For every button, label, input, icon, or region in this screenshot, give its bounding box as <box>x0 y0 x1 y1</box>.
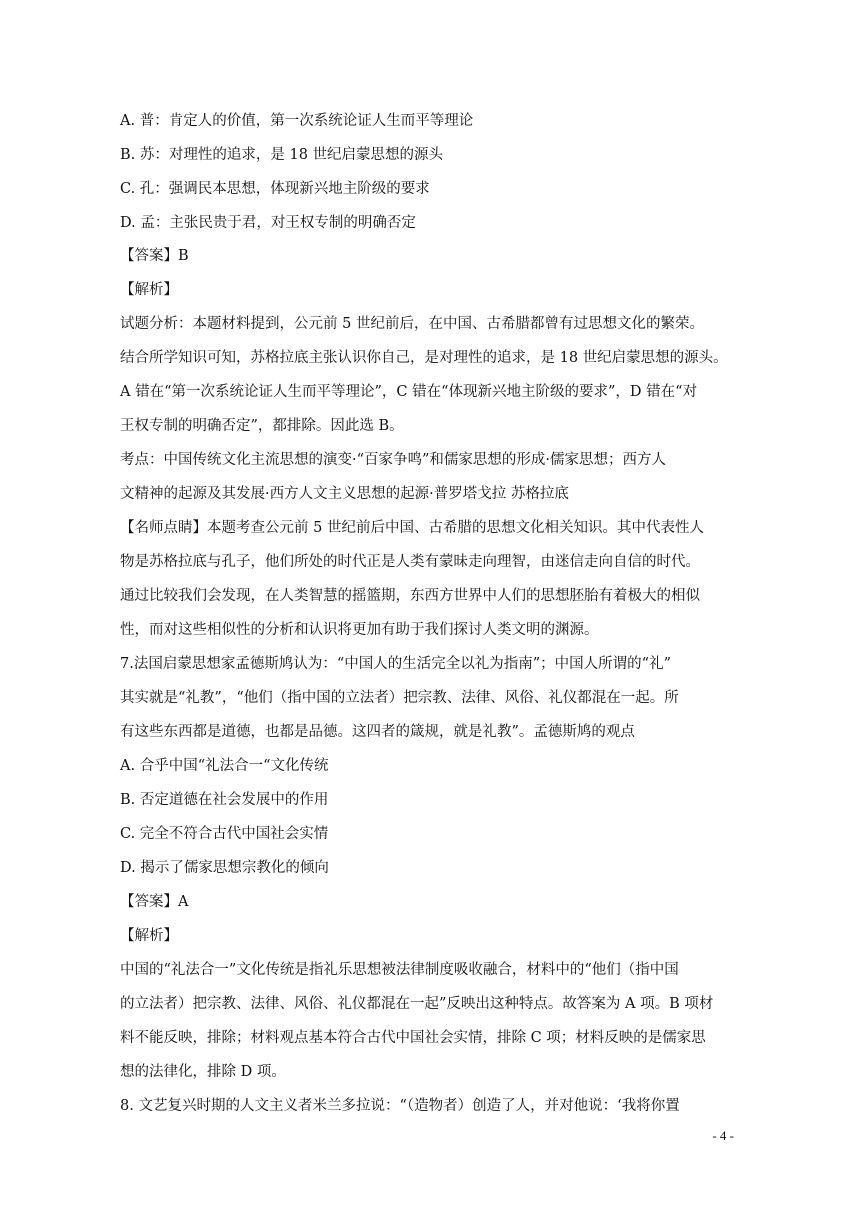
page-number: - 4 - <box>712 1128 734 1143</box>
q6-option-a: A. 普：肯定人的价值，第一次系统论证人生而平等理论 <box>120 113 474 129</box>
q6-analysis-line: 王权专制的明确否定”，都排除。因此选 B。 <box>120 418 404 434</box>
q7-answer: 【答案】A <box>120 894 189 910</box>
q6-analysis-line: 试题分析：本题材料提到，公元前 5 世纪前后，在中国、古希腊都曾有过思想文化的繁荣。 <box>120 316 704 332</box>
q7-analysis-heading: 【解析】 <box>120 928 178 944</box>
q6-analysis-line: A 错在“第一次系统论证人生而平等理论”，C 错在“体现新兴地主阶级的要求”，D 错在“对 <box>120 384 698 400</box>
q6-option-d: D. 孟：主张民贵于君，对王权专制的明确否定 <box>120 215 416 231</box>
q6-teacher-note-line: 【名师点睛】本题考查公元前 5 世纪前后中国、古希腊的思想文化相关知识。其中代表性人 <box>120 520 704 536</box>
q7-stem-line: 有这些东西都是道德，也都是品德。这四者的箴规，就是礼教”。孟德斯鸠的观点 <box>120 724 635 740</box>
q6-option-c: C. 孔：强调民本思想，体现新兴地主阶级的要求 <box>120 181 430 197</box>
q7-option-a: A. 合乎中国“礼法合一“文化传统 <box>120 758 329 774</box>
q6-teacher-note-line: 性，而对这些相似性的分析和认识将更加有助于我们探讨人类文明的渊源。 <box>120 622 599 638</box>
q7-stem-line: 7.法国启蒙思想家孟德斯鸠认为：“中国人的生活完全以礼为指南”；中国人所谓的“礼” <box>120 656 671 672</box>
q6-analysis-line: 文精神的起源及其发展·西方人文主义思想的起源·普罗塔戈拉 苏格拉底 <box>120 486 569 502</box>
q6-analysis-line: 结合所学知识可知，苏格拉底主张认识你自己，是对理性的追求，是 18 世纪启蒙思想的源头。 <box>120 350 728 366</box>
q6-analysis-heading: 【解析】 <box>120 282 178 298</box>
q6-teacher-note-line: 物是苏格拉底与孔子，他们所处的时代正是人类有蒙昧走向理智，由迷信走向自信的时代。 <box>120 554 700 570</box>
q6-analysis-line: 考点：中国传统文化主流思想的演变·“百家争鸣”和儒家思想的形成·儒家思想；西方人 <box>120 452 667 468</box>
q7-analysis-line: 料不能反映，排除；材料观点基本符合古代中国社会实情，排除 C 项；材料反映的是儒家思 <box>120 1030 706 1046</box>
q6-answer: 【答案】B <box>120 248 189 264</box>
q7-stem-line: 其实就是“礼教”，“他们（指中国的立法者）把宗教、法律、风俗、礼仪都混在一起。所 <box>120 690 679 706</box>
q7-option-d: D. 揭示了儒家思想宗教化的倾向 <box>120 860 329 876</box>
q7-analysis-line: 想的法律化，排除 D 项。 <box>120 1064 286 1080</box>
q7-analysis-line: 中国的“礼法合一”文化传统是指礼乐思想被法律制度吸收融合，材料中的“他们（指中国 <box>120 962 679 978</box>
q7-option-c: C. 完全不符合古代中国社会实情 <box>120 826 329 842</box>
q6-option-b: B. 苏：对理性的追求，是 18 世纪启蒙思想的源头 <box>120 147 444 163</box>
q7-analysis-line: 的立法者）把宗教、法律、风俗、礼仪都混在一起”反映出这种特点。故答案为 A 项。B 项材 <box>120 996 714 1012</box>
q7-option-b: B. 否定道德在社会发展中的作用 <box>120 792 329 808</box>
q8-stem-line: 8. 文艺复兴时期的人文主义者米兰多拉说：“（造物者）创造了人，并对他说：‘我将你置 <box>120 1098 680 1114</box>
q6-teacher-note-line: 通过比较我们会发现，在人类智慧的摇篮期，东西方世界中人们的思想胚胎有着极大的相似 <box>120 588 700 604</box>
